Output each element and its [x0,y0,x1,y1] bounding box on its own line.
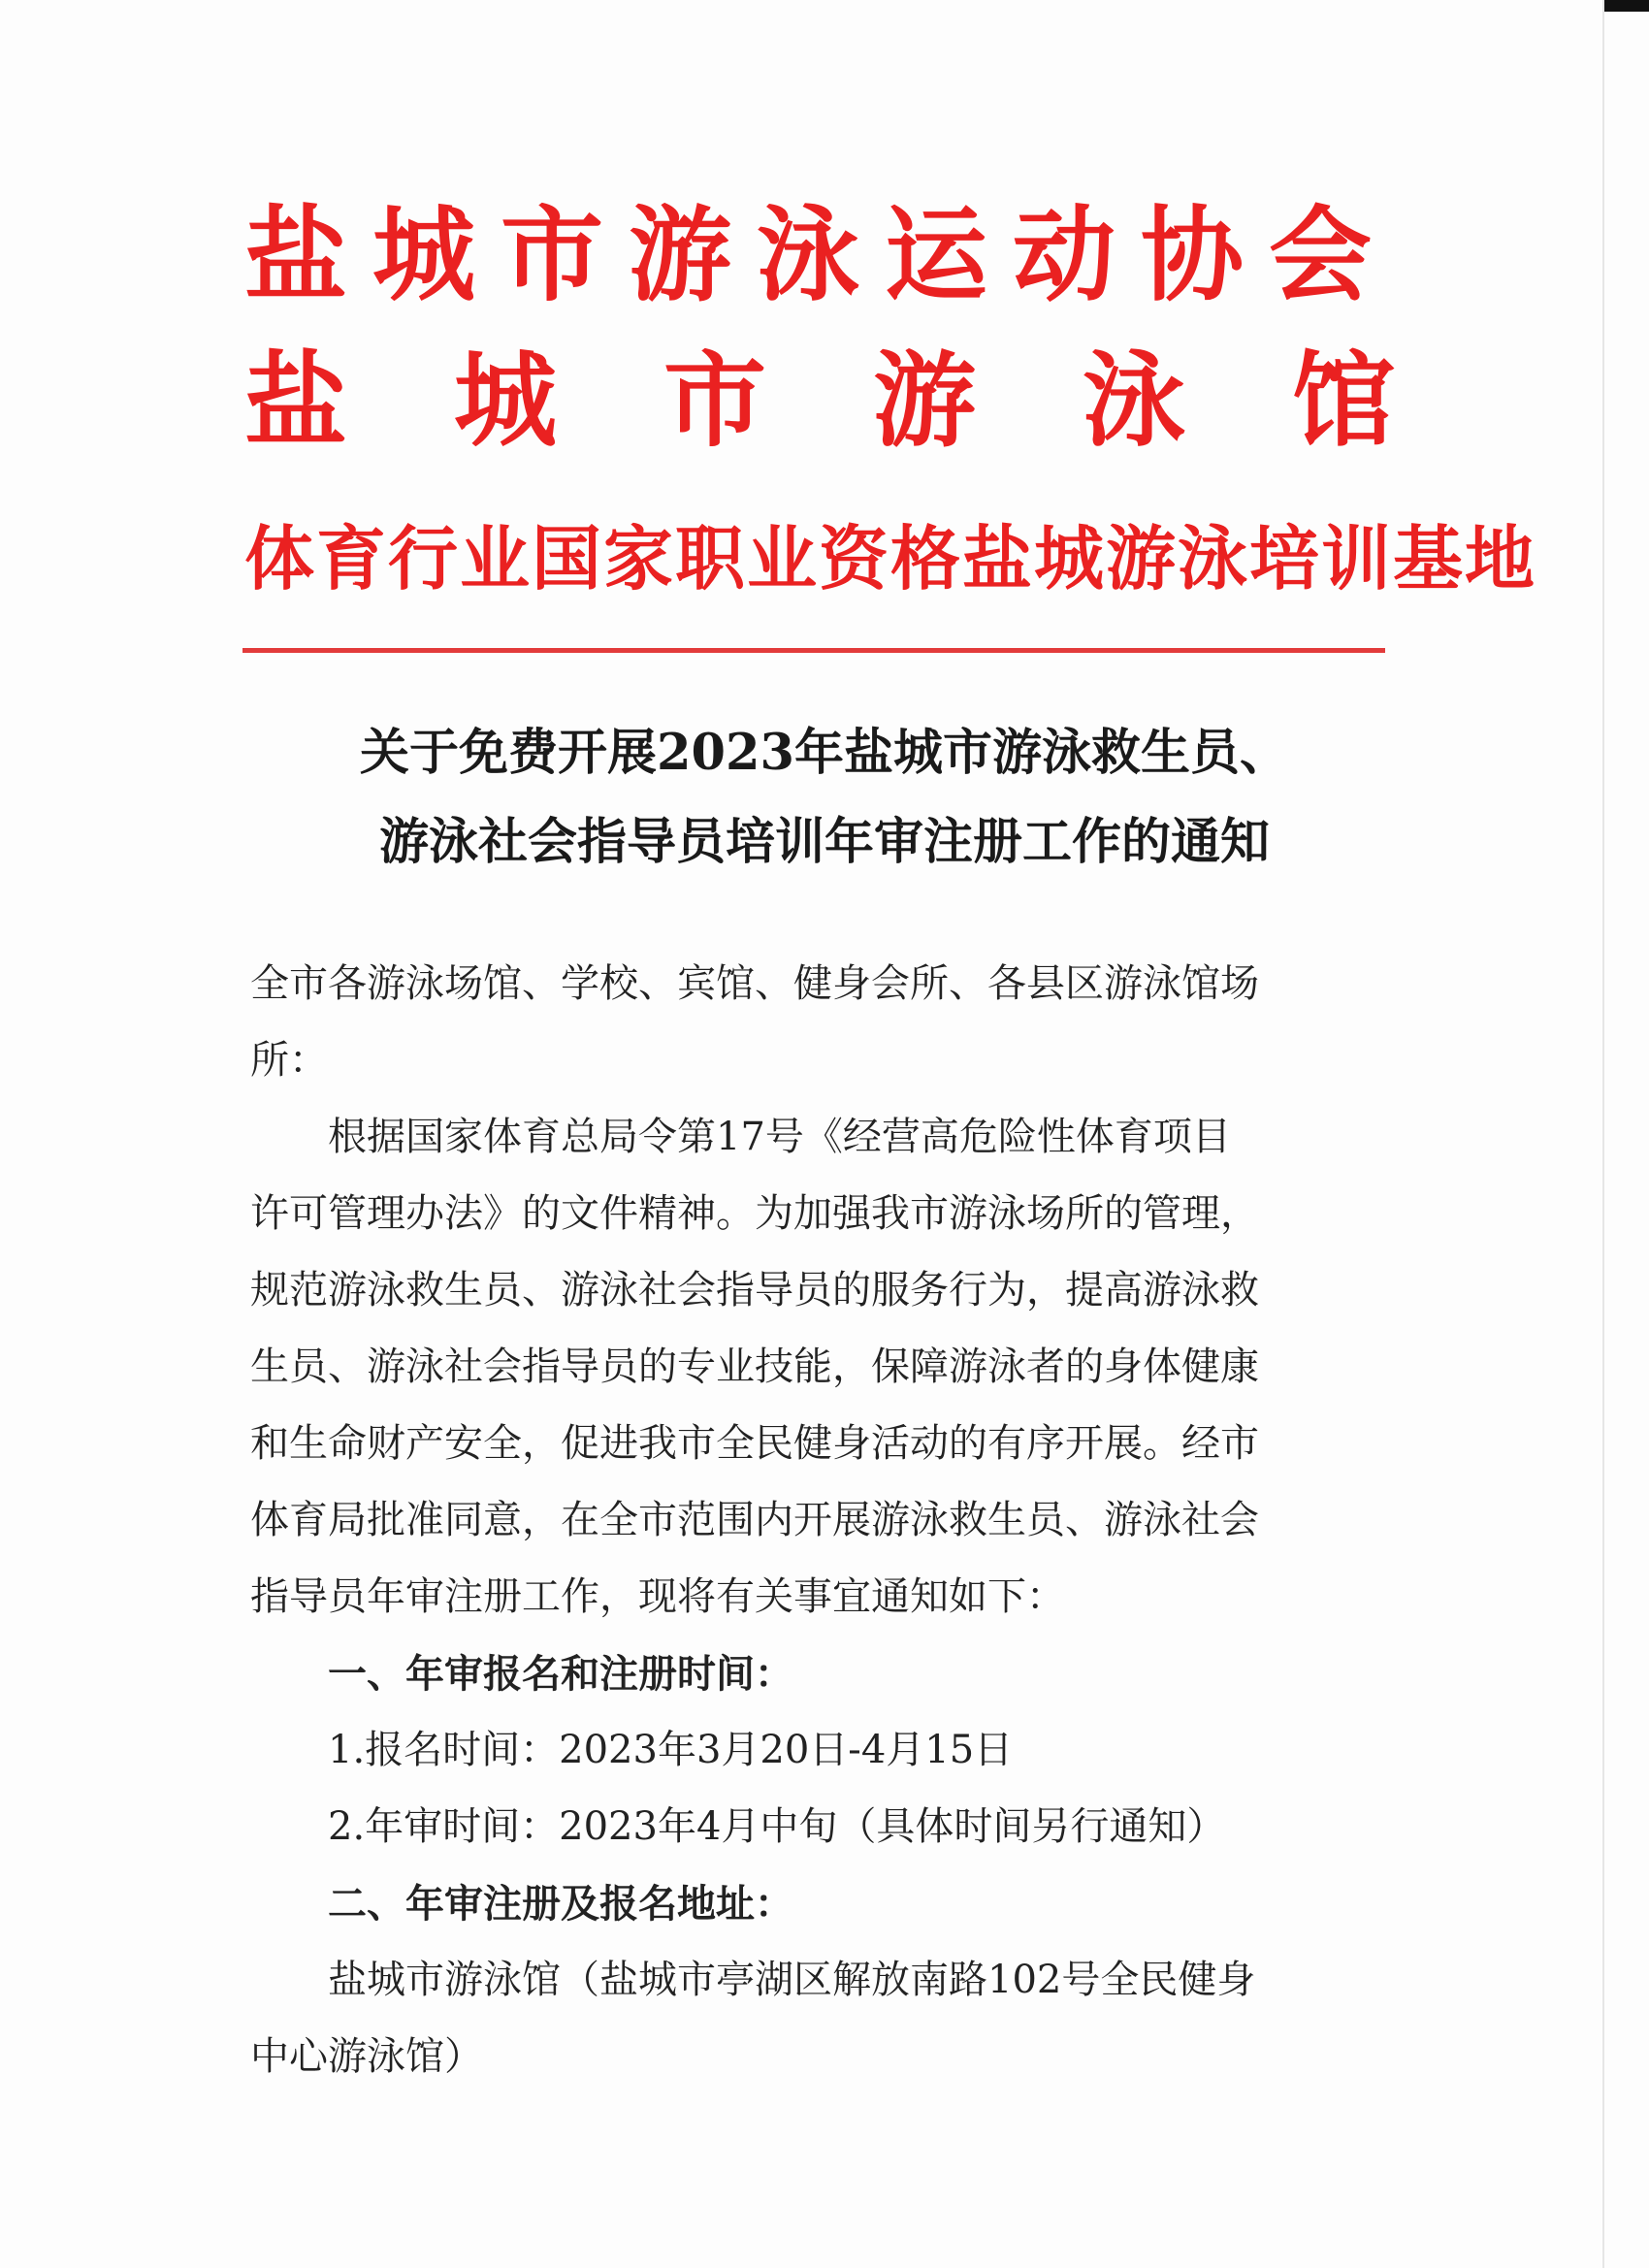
body-paragraph-line: 规范游泳救生员、游泳社会指导员的服务行为，提高游泳救 [250,1268,1259,1312]
document-title-line-1: 关于免费开展2023年盐城市游泳救生员、 [360,724,1289,782]
letterhead-line-swimming-hall: 盐城市游泳馆 [244,340,1502,461]
section-2-heading: 二、年审注册及报名地址： [328,1881,793,1927]
letterhead-line-association: 盐城市游泳运动协会 [244,194,1397,315]
section-2-address-line-1: 盐城市游泳馆（盐城市亭湖区解放南路102号全民健身 [328,1958,1256,2002]
body-paragraph-line: 根据国家体育总局令第17号《经营高危险性体育项目 [328,1115,1231,1159]
addressee-line-2: 所： [250,1038,328,1083]
section-1-item-1: 1.报名时间：2023年3月20日-4月15日 [328,1728,1014,1772]
body-paragraph-line: 许可管理办法》的文件精神。为加强我市游泳场所的管理， [250,1191,1259,1236]
scan-edge-line [1602,0,1604,2268]
letterhead-line-training-base: 体育行业国家职业资格盐城游泳培训基地 [244,517,1537,599]
section-1-item-2: 2.年审时间：2023年4月中旬（具体时间另行通知） [328,1804,1226,1849]
document-title-line-2: 游泳社会指导员培训年审注册工作的通知 [378,813,1270,871]
scan-edge-mark [1604,0,1649,12]
section-1-heading: 一、年审报名和注册时间： [328,1651,793,1697]
body-paragraph-line: 和生命财产安全，促进我市全民健身活动的有序开展。经市 [250,1421,1259,1466]
letterhead-red-rule [242,648,1385,653]
body-paragraph-line: 指导员年审注册工作，现将有关事宜通知如下： [250,1574,1065,1619]
addressee-line-1: 全市各游泳场馆、学校、宾馆、健身会所、各县区游泳馆场 [250,961,1259,1006]
body-paragraph-line: 生员、游泳社会指导员的专业技能，保障游泳者的身体健康 [250,1345,1259,1389]
body-paragraph-line: 体育局批准同意，在全市范围内开展游泳救生员、游泳社会 [250,1498,1259,1542]
document-body [250,946,1366,2095]
section-2-address-line-2: 中心游泳馆） [250,2034,483,2079]
